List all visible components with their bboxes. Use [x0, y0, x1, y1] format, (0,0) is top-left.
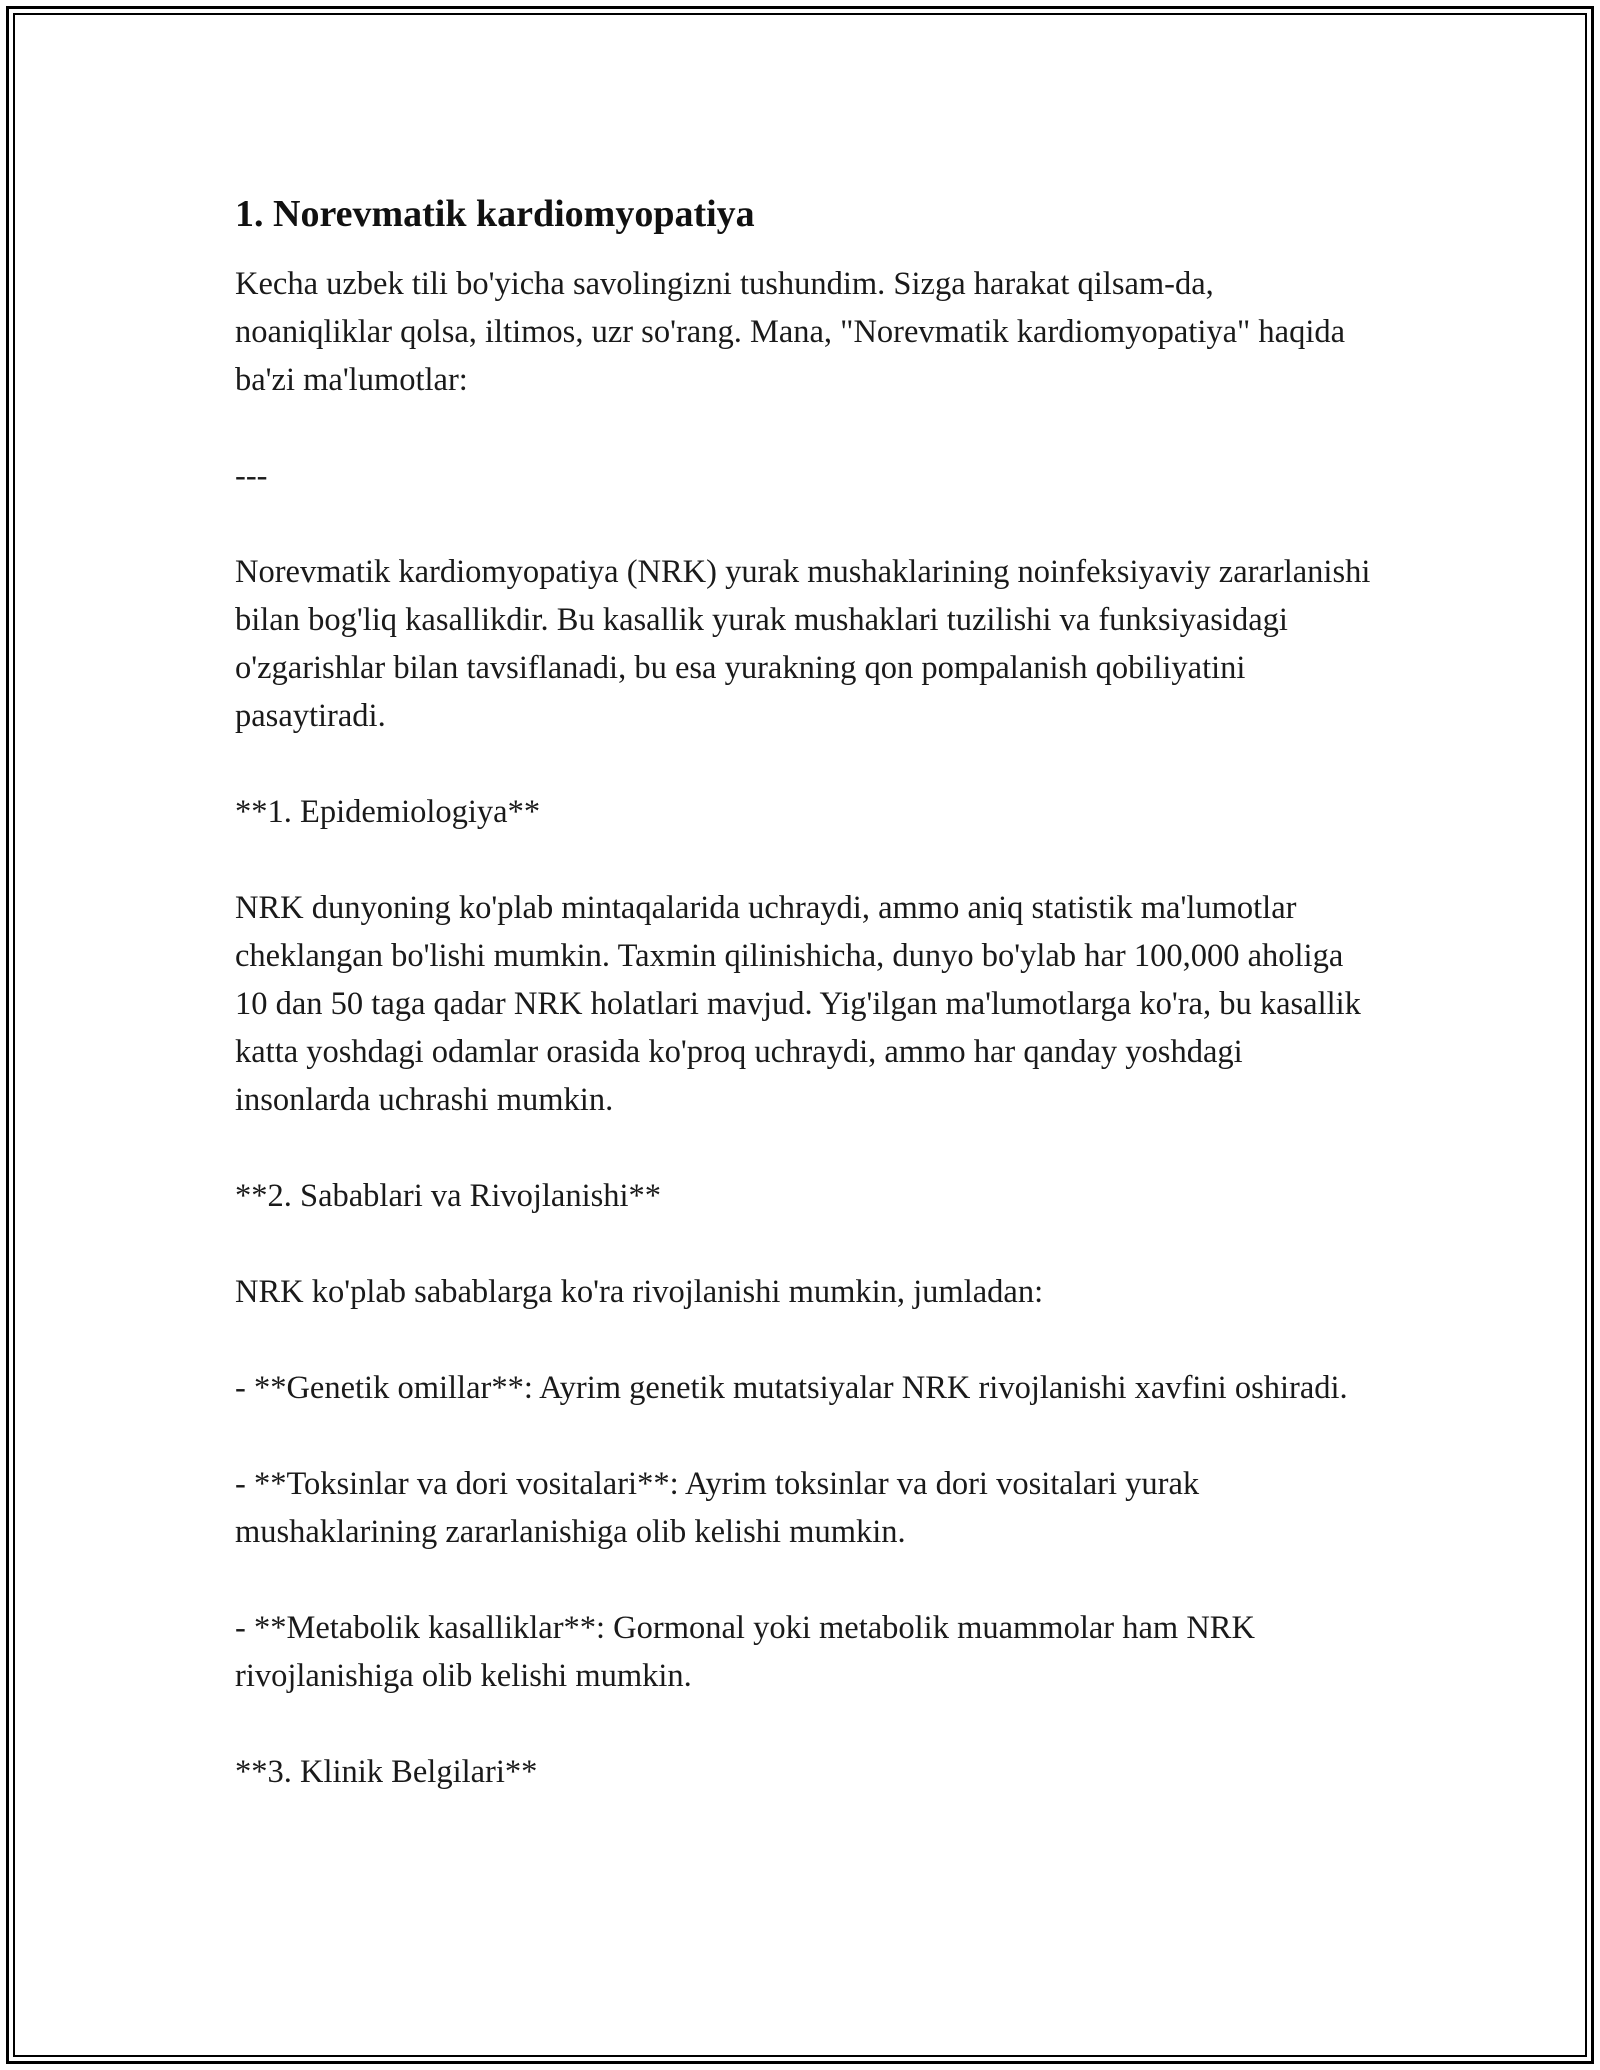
- definition-paragraph: Norevmatik kardiomyopatiya (NRK) yurak mushaklarining noinfeksiyaviy zararlanishi bilan bog'liq kasallikdir. Bu kasallik yurak mushaklari tuzilishi va funksiyasidagi o'zgarishlar bilan tavsiflanadi, bu esa yurakning qon pompalanish qobiliyatini pasaytiradi.: [235, 554, 1371, 734]
- intro-paragraph: Kecha uzbek tili bo'yicha savolingizni tushundim. Sizga harakat qilsam-da, noaniqliklar qolsa, iltimos, uzr so'rang. Mana, "Norevmatik kardiomyopatiya" haqida ba'zi ma'lumotlar:: [235, 266, 1346, 398]
- section-heading-clinical-signs: **3. Klinik Belgilari**: [235, 1754, 538, 1790]
- separator-line: ---: [235, 458, 268, 494]
- cause-item-toxins: - **Toksinlar va dori vositalari**: Ayrim toksinlar va dori vositalari yurak mushaklarining zararlanishiga olib kelishi mumkin.: [235, 1466, 1200, 1550]
- section-heading-epidemiology: **1. Epidemiologiya**: [235, 794, 541, 830]
- cause-item-genetic: - **Genetik omillar**: Ayrim genetik mutatsiyalar NRK rivojlanishi xavfini oshiradi.: [235, 1370, 1348, 1406]
- document-body: [235, 188, 1375, 1844]
- causes-intro-paragraph: NRK ko'plab sabablarga ko'ra rivojlanishi mumkin, jumladan:: [235, 1274, 1044, 1310]
- document-title: 1. Norevmatik kardiomyopatiya: [235, 193, 755, 235]
- epidemiology-paragraph: NRK dunyoning ko'plab mintaqalarida uchraydi, ammo aniq statistik ma'lumotlar cheklangan bo'lishi mumkin. Taxmin qilinishicha, dunyo bo'ylab har 100,000 aholiga 10 dan 50 taga qadar NRK holatlari mavjud. Yig'ilgan ma'lumotlarga ko'ra, bu kasallik katta yoshdagi odamlar orasida ko'proq uchraydi, ammo har qanday yoshdagi insonlarda uchrashi mumkin.: [235, 890, 1361, 1118]
- cause-item-metabolic: - **Metabolik kasalliklar**: Gormonal yoki metabolik muammolar ham NRK rivojlanishiga olib kelishi mumkin.: [235, 1610, 1255, 1694]
- section-heading-causes: **2. Sabablari va Rivojlanishi**: [235, 1178, 662, 1214]
